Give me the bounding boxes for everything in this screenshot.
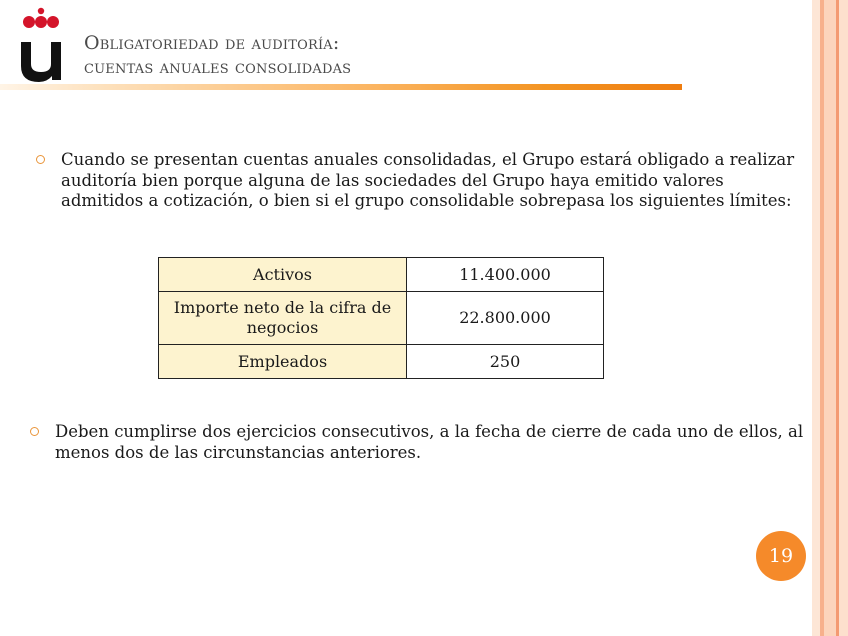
table-cell-label: Importe neto de la cifra de negocios [159,292,407,345]
limits-table [158,257,604,379]
bullet-circle-icon [30,427,39,436]
page-number-badge: 19 [756,531,806,581]
urjc-logo-icon [16,6,66,82]
side-stripe-1 [812,0,820,636]
bullet-item [36,150,811,212]
bullet-text: Cuando se presentan cuentas anuales consolidadas, el Grupo estará obligado a realizar auditoría bien porque alguna de las sociedades del Grupo haya emitido valores admitidos a cotización, o bien si el grupo consolidable sobrepasa los siguientes límites: [61,150,795,210]
table-row [159,345,604,379]
table-cell-value: 22.800.000 [407,292,604,345]
bullet-circle-icon [36,155,45,164]
side-stripe-3 [824,0,836,636]
table-cell-label: Activos [159,258,407,292]
side-stripe-5 [839,0,848,636]
table-cell-value: 250 [407,345,604,379]
bullet-item [30,422,805,463]
title-line-2: cuentas anuales consolidadas [84,56,352,78]
table-row [159,292,604,345]
table-cell-label: Empleados [159,345,407,379]
table-row [159,258,604,292]
title-underline [0,84,682,90]
bullet-text: Deben cumplirse dos ejercicios consecutivos, a la fecha de cierre de cada uno de ellos, al menos dos de las circunstancias anteriores. [55,422,804,462]
page-title [84,31,351,79]
table-cell-value: 11.400.000 [407,258,604,292]
title-line-1: Obligatoriedad de auditoría: [84,32,340,54]
